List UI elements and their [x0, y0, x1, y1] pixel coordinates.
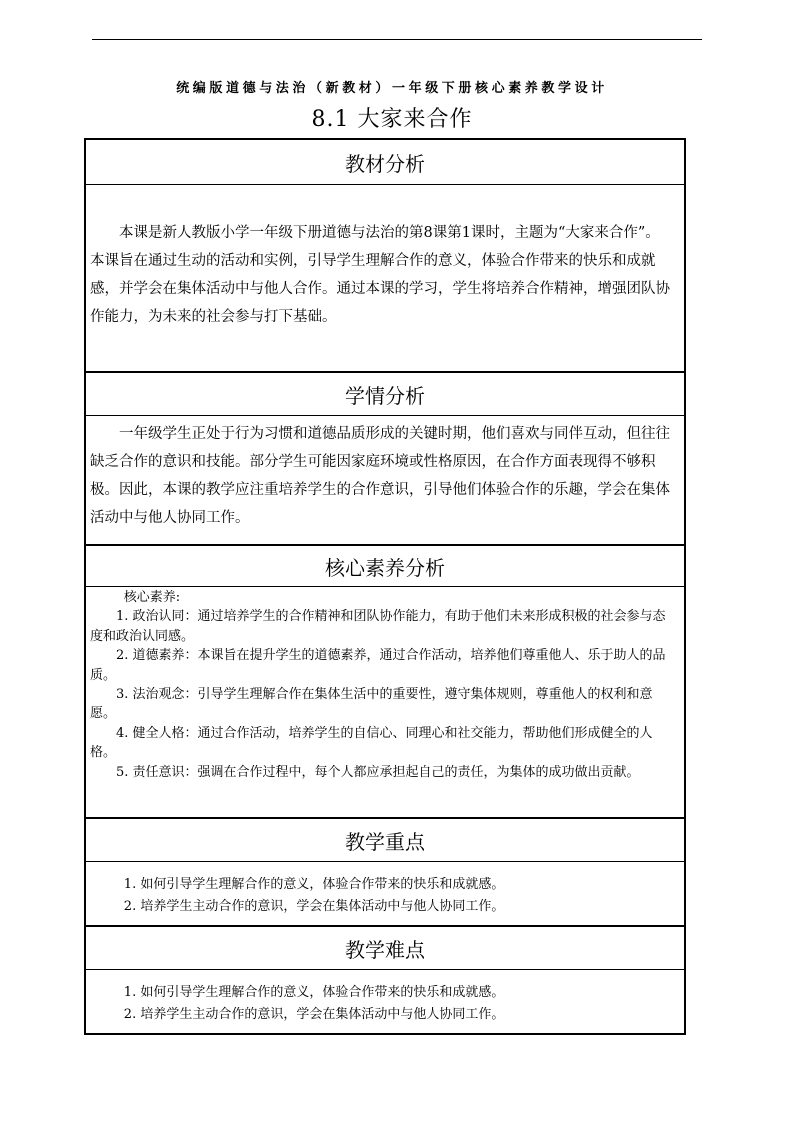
document-title: 8.1 大家来合作	[311, 107, 473, 132]
keypoints-heading: 教学重点	[86, 817, 684, 862]
materials-cell	[86, 185, 684, 371]
keypoint-item: 1. 如何引导学生理解合作的意义，体验合作带来的快乐和成就感。	[123, 877, 505, 892]
materials-heading: 教材分析	[86, 140, 684, 185]
core-cell	[86, 587, 684, 817]
materials-text: 本课是新人教版小学一年级下册道德与法治的第8课第1课时，主题为“大家来合作”。本课旨在通过生动的活动和实例，引导学生理解合作的意义，体验合作带来的快乐和成就感，并学会在集体活动中与他人合作。通过本课的学习，学生将培养合作精神，增强团队协作能力，为未来的社会参与打下基础。	[90, 225, 670, 325]
students-heading: 学情分析	[86, 371, 684, 416]
core-item: 3. 法治观念：引导学生理解合作在集体生活中的重要性，遵守集体规则，尊重他人的权利和意愿。	[90, 687, 653, 722]
core-item: 1. 政治认同：通过培养学生的合作精神和团队协作能力，有助于他们未来形成积极的社会参与态度和政治认同感。	[90, 609, 666, 644]
core-item: 2. 道德素养：本课旨在提升学生的道德素养，通过合作活动，培养他们尊重他人、乐于助人的品质。	[90, 648, 666, 683]
difficulty-item: 1. 如何引导学生理解合作的意义，体验合作带来的快乐和成就感。	[123, 985, 505, 1000]
keypoint-item: 2. 培养学生主动合作的意识，学会在集体活动中与他人协同工作。	[123, 899, 505, 914]
lesson-design-table	[84, 138, 686, 1035]
difficulties-heading: 教学难点	[86, 925, 684, 970]
core-heading: 核心素养分析	[86, 544, 684, 587]
document-header: 统编版道德与法治（新教材）一年级下册核心素养教学设计	[176, 81, 608, 96]
core-item: 5. 责任意识：强调在合作过程中，每个人都应承担起自己的责任，为集体的成功做出贡献。	[116, 764, 640, 780]
students-text: 一年级学生正处于行为习惯和道德品质形成的关键时期，他们喜欢与同伴互动，但往往缺乏合作的意识和技能。部分学生可能因家庭环境或性格原因，在合作方面表现得不够积极。因此，本课的教学应注重培养学生的合作意识，引导他们体验合作的乐趣，学会在集体活动中与他人协同工作。	[90, 426, 670, 526]
core-item: 4. 健全人格：通过合作活动，培养学生的自信心、同理心和社交能力，帮助他们形成健全的人格。	[90, 725, 653, 761]
header-rule	[92, 39, 702, 40]
keypoints-cell	[86, 862, 684, 925]
students-cell	[86, 416, 684, 544]
difficulty-item: 2. 培养学生主动合作的意识，学会在集体活动中与他人协同工作。	[123, 1007, 505, 1022]
core-label: 核心素养:	[123, 590, 181, 605]
difficulties-cell	[86, 970, 684, 1033]
